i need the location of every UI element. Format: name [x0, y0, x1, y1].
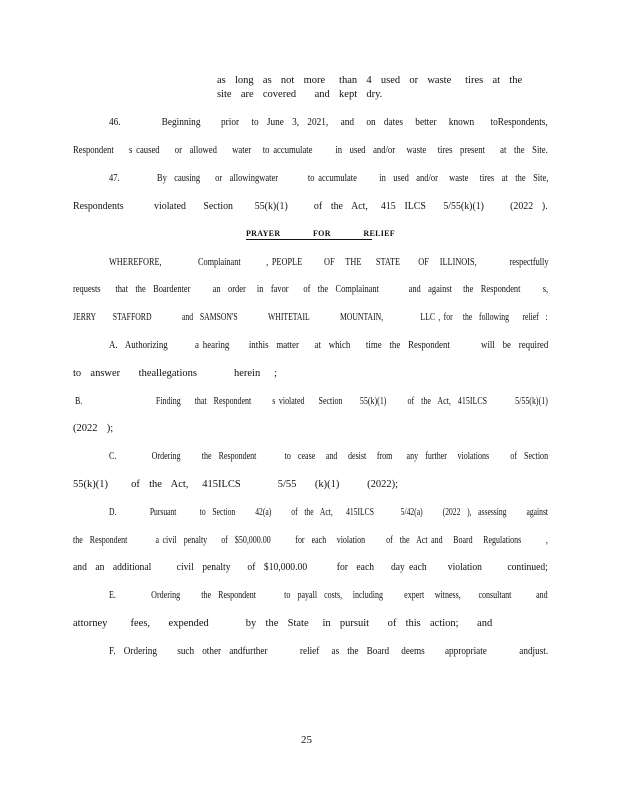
relief-item-f: F. Ordering such other andfurther relief as the Board deems appropriate andjust. [109, 646, 549, 657]
text-line: (2022 ); [73, 423, 114, 434]
text-line: to answer theallegations herein ; [73, 368, 277, 379]
page-number: 25 [301, 734, 312, 746]
text-line: WHEREFORE, Complainant , PEOPLE OF THE STATE OF ILLINOIS, respectfully [109, 257, 549, 268]
text-line: Respondent s caused or allowed water to accumulate in used and/or waste tires present at the Site. [73, 145, 548, 156]
relief-item-e: E. Ordering the Respondent to payall costs, including expert witness, consultant and [109, 590, 548, 601]
text-line: the Respondent a civil penalty of $50,000.00 for each violation of the Act and Board Regulations , [73, 535, 548, 546]
heading-underline [246, 239, 372, 240]
relief-item-a: A. Authorizing a hearing inthis matter at which time the Respondent will be required [109, 340, 549, 351]
text-line: attorney fees, expended by the State in pursuit of this action; and [73, 618, 493, 629]
relief-item-c: C. Ordering the Respondent to cease and desist from any further violations of Section [109, 451, 549, 462]
relief-item-b: B. Finding that Respondent s violated Section 55(k)(1) of the Act, 415ILCS 5/55(k)(1) [75, 396, 548, 407]
paragraph-number: 47. By causing or allowingwater to accumulate in used and/or waste tires at the Site, [109, 173, 549, 184]
text-line: site are covered and kept dry. [217, 89, 383, 100]
text-line: JERRY STAFFORD and SAMSON'S WHITETAIL MOUNTAIN, LLC , for the following relief : [73, 312, 548, 323]
text-line: as long as not more than 4 used or waste tires at the [217, 75, 523, 86]
text-line: and an additional civil penalty of $10,000.00 for each day each violation continued; [73, 562, 548, 573]
text-line: requests that the Boardenter an order in favor of the Complainant and against the Respondent s, [73, 284, 549, 295]
paragraph-number: 46. Beginning prior to June 3, 2021, and on dates better known toRespondents, [109, 117, 548, 128]
relief-item-d: D. Pursuant to Section 42(a) of the Act, 415ILCS 5/42(a) (2022 ), assessing against [109, 507, 549, 518]
text-line: 55(k)(1) of the Act, 415ILCS 5/55 (k)(1) (2022); [73, 479, 399, 490]
text-line: Respondents violated Section 55(k)(1) of the Act, 415 ILCS 5/55(k)(1) (2022 ). [73, 201, 548, 212]
section-heading: PRAYER FOR RELIEF [246, 229, 395, 238]
